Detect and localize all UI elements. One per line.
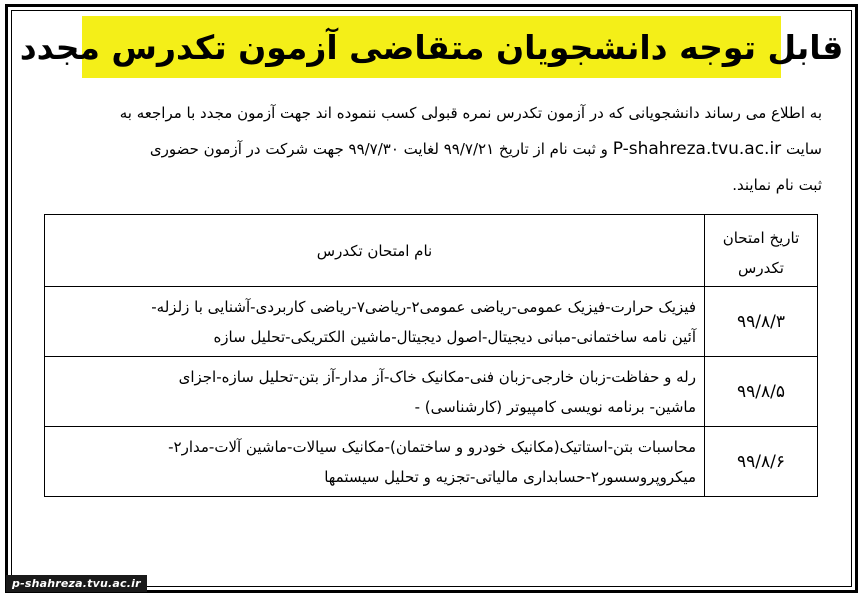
header-exam-date-line-2: تکدرس: [738, 258, 784, 277]
paragraph-line-3: ثبت نام نمایند.: [732, 176, 822, 194]
exam-date-cell: ۹۹/۸/۶: [705, 427, 818, 497]
exam-date-cell: ۹۹/۸/۵: [705, 357, 818, 427]
table-row: [45, 357, 818, 427]
exam-names-cell: [45, 427, 705, 497]
table-row: [45, 427, 818, 497]
table-header-row: [45, 215, 818, 287]
paragraph-line-2: [100, 131, 822, 167]
site-url[interactable]: P-shahreza.tvu.ac.ir: [612, 139, 782, 159]
exam-names-line-2: ماشین- برنامه نویسی کامپیوتر (کارشناسی) -: [414, 397, 696, 416]
header-exam-name: نام امتحان تکدرس: [45, 215, 705, 287]
exam-date-cell: ۹۹/۸/۳: [705, 287, 818, 357]
exam-names-line-1: فیزیک حرارت-فیزیک عمومی-ریاضی عمومی۲-ریاضی۷-ریاضی کاربردی-آشنایی با زلزله-: [151, 297, 696, 316]
table-row: [45, 287, 818, 357]
header-exam-date-line-1: تاریخ امتحان: [722, 228, 800, 247]
paragraph-registration-dates: و ثبت نام از تاریخ ۹۹/۷/۲۱ لغایت ۹۹/۷/۳۰ جهت شرکت در آزمون حضوری: [149, 140, 608, 158]
exam-names-cell: [45, 287, 705, 357]
exam-names-line-1: رله و حفاظت-زبان خارجی-زبان فنی-مکانیک خاک-آز مدار-آز بتن-تحلیل سازه-اجزای: [178, 367, 696, 386]
exam-names-line-1: محاسبات بتن-استاتیک(مکانیک خودرو و ساختمان)-مکانیک سیالات-ماشین آلات-مدار۲-: [168, 437, 696, 456]
exam-names-line-2: میکروپروسسور۲-حسابداری مالیاتی-تجزیه و تحلیل سیستمها: [324, 467, 696, 486]
site-watermark: p-shahreza.tvu.ac.ir: [6, 575, 147, 592]
announcement-paragraph: [100, 95, 822, 203]
exam-schedule-table: [44, 214, 818, 497]
header-exam-date: [705, 215, 818, 287]
paragraph-line-1: به اطلاع می رساند دانشجویانی که در آزمون تکدرس نمره قبولی کسب ننموده اند جهت آزمون مجدد با مراجعه به: [119, 104, 822, 122]
title-banner: [19, 16, 844, 78]
paragraph-site-word: سایت: [785, 140, 822, 158]
page-title: قابل توجه دانشجویان متقاضی آزمون تکدرس مجدد: [19, 27, 844, 67]
exam-names-cell: [45, 357, 705, 427]
exam-names-line-2: آئین نامه ساختمانی-مبانی دیجیتال-اصول دیجیتال-ماشین الکتریکی-تحلیل سازه: [213, 327, 696, 346]
